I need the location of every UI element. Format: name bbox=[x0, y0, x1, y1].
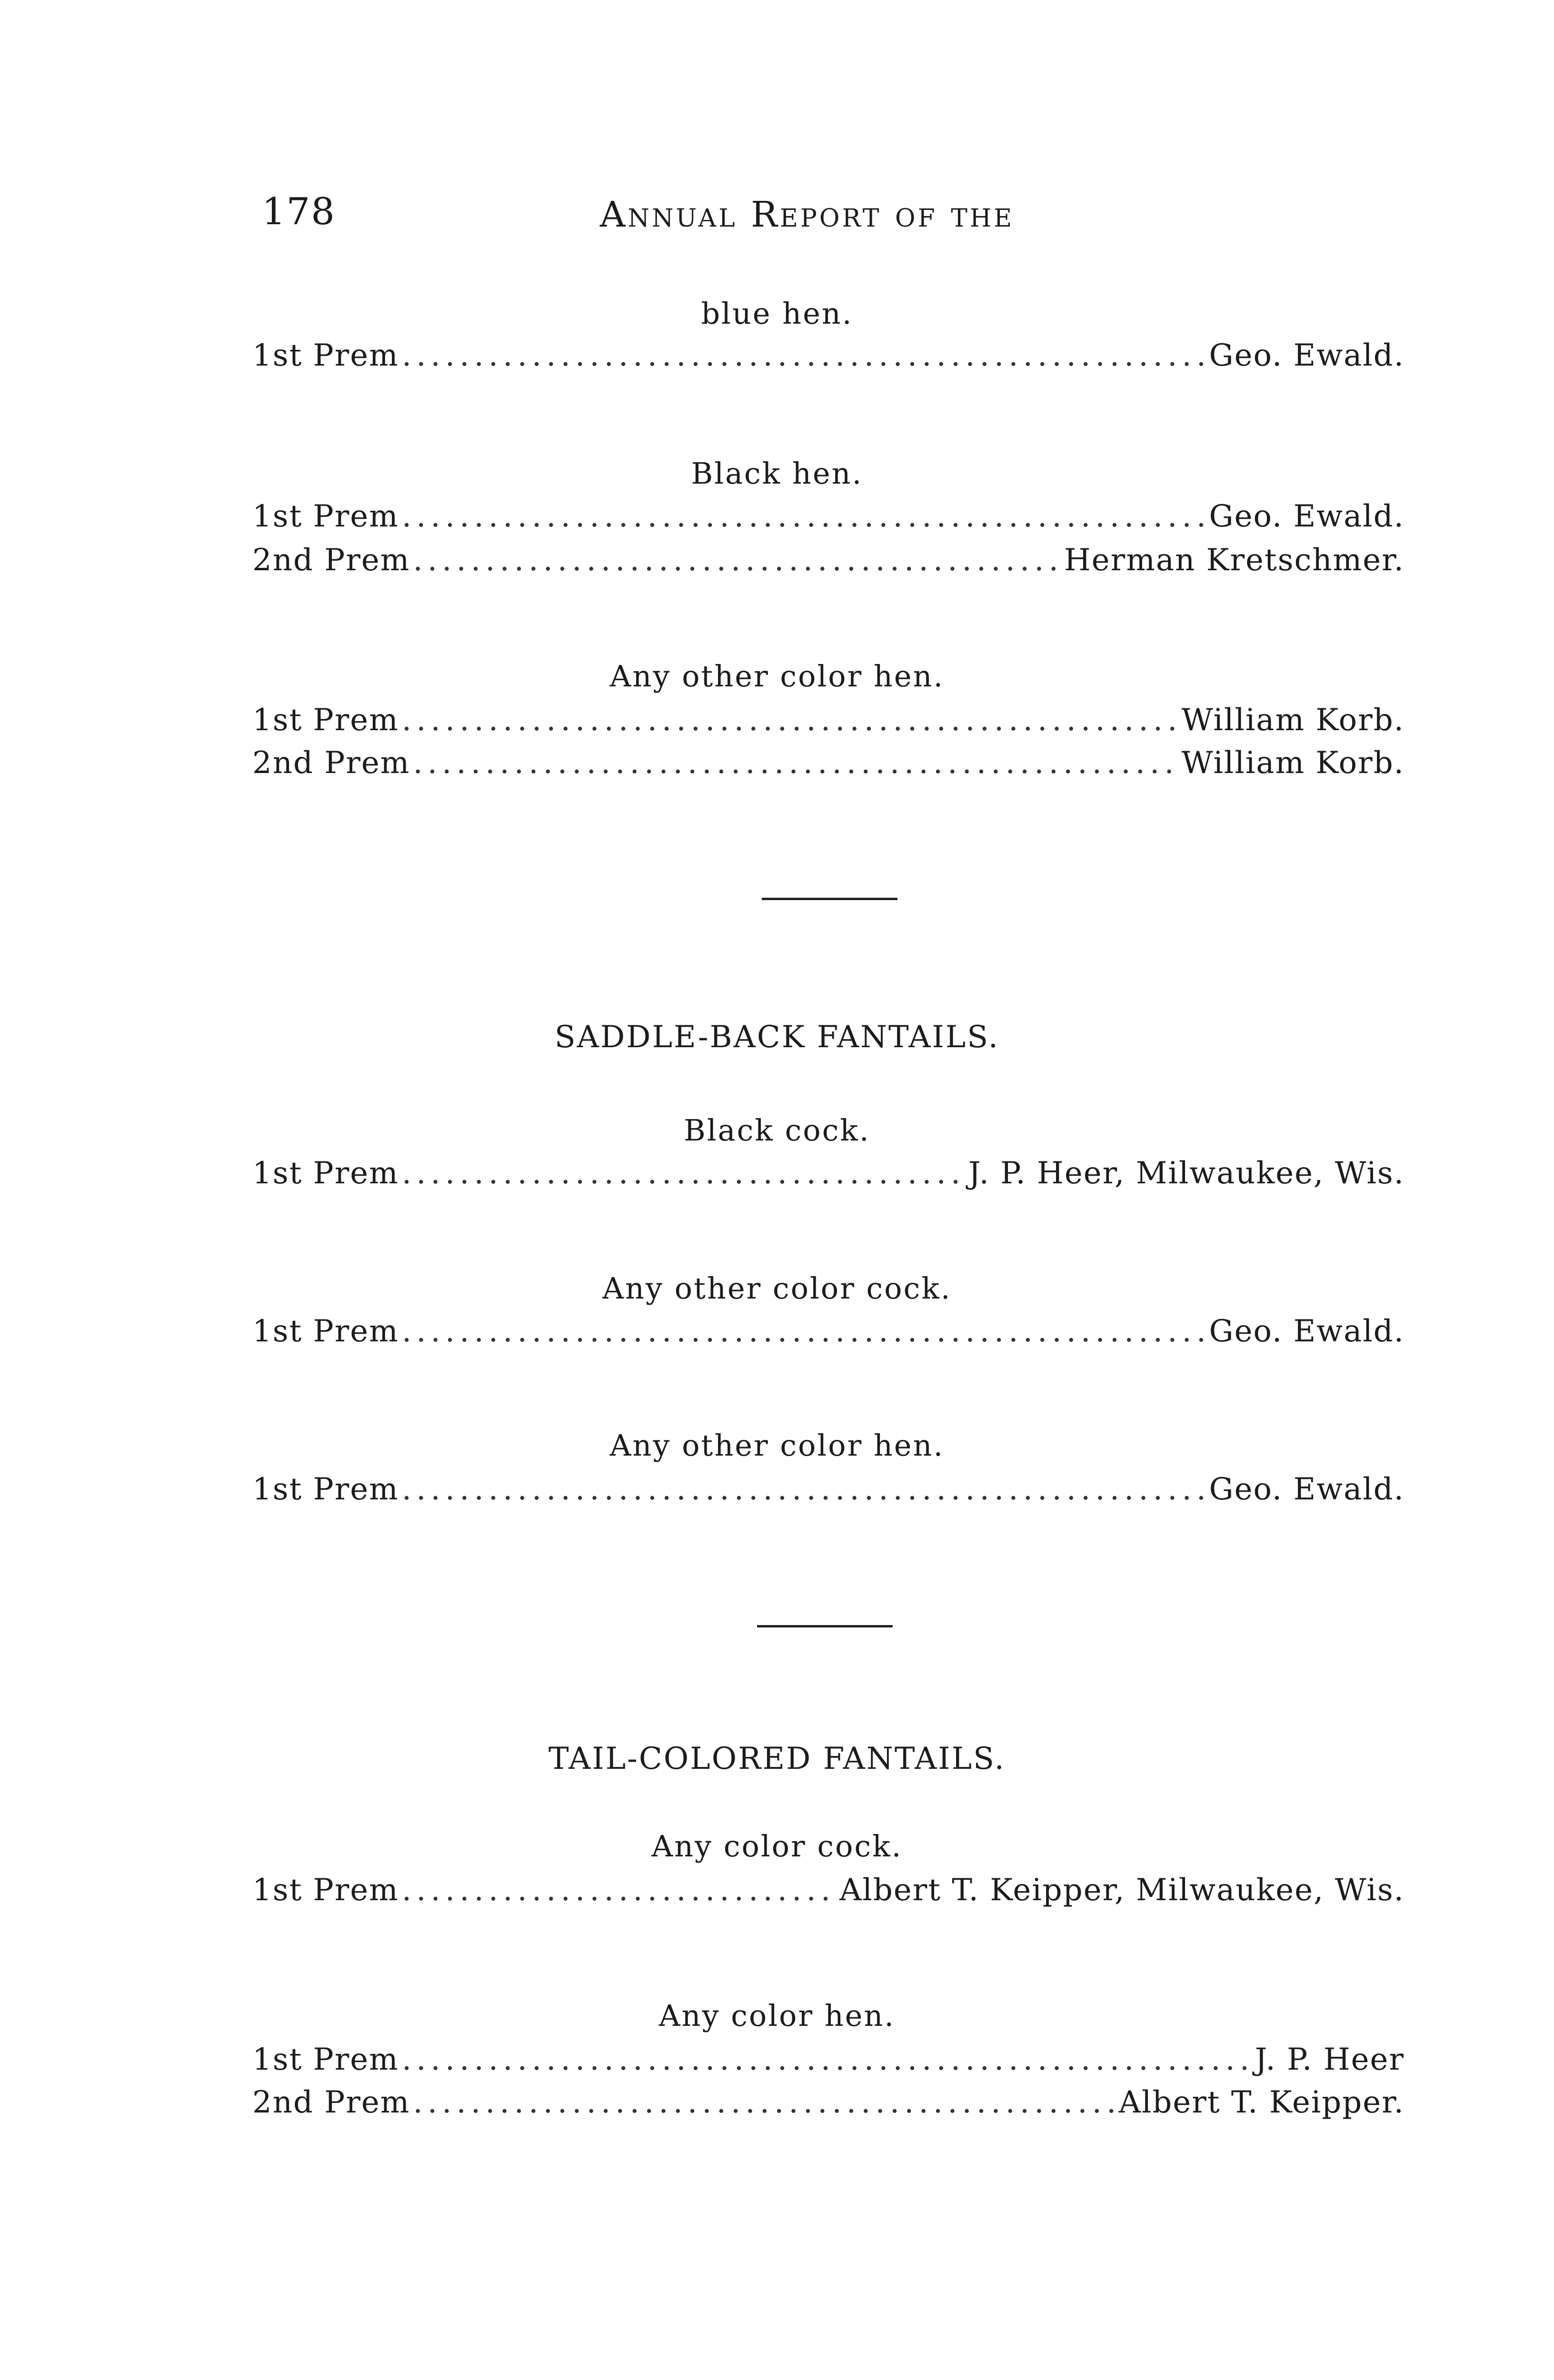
premium-rank: 1st Prem bbox=[252, 1156, 399, 1191]
premium-rank: 1st Prem bbox=[252, 1472, 399, 1507]
premium-entry bbox=[252, 745, 1405, 783]
winner-name: Geo. Ewald. bbox=[1209, 338, 1405, 373]
premium-rank: 2nd Prem bbox=[252, 2085, 410, 2120]
premium-entry bbox=[252, 2042, 1405, 2080]
subsection-heading-any-other-color-cock: Any other color cock. bbox=[602, 1271, 952, 1306]
section-divider bbox=[762, 898, 897, 900]
dot-leader bbox=[402, 1156, 966, 1191]
winner-name: Geo. Ewald. bbox=[1209, 499, 1405, 534]
premium-entry bbox=[252, 703, 1405, 741]
premium-rank: 1st Prem bbox=[252, 338, 399, 373]
premium-entry bbox=[252, 2085, 1405, 2123]
dot-leader bbox=[402, 338, 1206, 373]
subsection-heading-black-hen: Black hen. bbox=[691, 456, 863, 491]
dot-leader bbox=[402, 499, 1206, 534]
premium-entry bbox=[252, 338, 1405, 376]
section-title-saddle-back-fantails: SADDLE-BACK FANTAILS. bbox=[554, 1020, 1000, 1055]
subsection-heading-black-cock: Black cock. bbox=[684, 1113, 870, 1148]
winner-name: Albert T. Keipper. bbox=[1118, 2085, 1405, 2120]
premium-rank: 1st Prem bbox=[252, 2042, 399, 2077]
premium-rank: 2nd Prem bbox=[252, 543, 410, 578]
section-title-tail-colored-fantails: TAIL-COLORED FANTAILS. bbox=[548, 1741, 1006, 1776]
section-divider bbox=[757, 1625, 893, 1627]
page-header bbox=[257, 190, 1400, 243]
premium-rank: 1st Prem bbox=[252, 1314, 399, 1349]
premium-entry bbox=[252, 1873, 1405, 1911]
premium-rank: 1st Prem bbox=[252, 703, 399, 738]
winner-name: Geo. Ewald. bbox=[1209, 1472, 1405, 1507]
winner-name: William Korb. bbox=[1181, 703, 1405, 738]
winner-name: J. P. Heer, Milwaukee, Wis. bbox=[968, 1156, 1405, 1191]
subsection-heading-any-color-cock: Any color cock. bbox=[651, 1829, 903, 1864]
dot-leader bbox=[413, 543, 1061, 578]
dot-leader bbox=[413, 745, 1178, 781]
subsection-heading-any-other-color-hen: Any other color hen. bbox=[609, 659, 945, 694]
dot-leader bbox=[402, 1472, 1206, 1507]
subsection-heading-any-color-hen: Any color hen. bbox=[658, 1998, 896, 2033]
page-number: 178 bbox=[262, 190, 336, 233]
premium-rank: 1st Prem bbox=[252, 1873, 399, 1908]
premium-entry bbox=[252, 543, 1405, 581]
premium-entry bbox=[252, 499, 1405, 537]
premium-entry bbox=[252, 1472, 1405, 1510]
premium-entry bbox=[252, 1314, 1405, 1352]
premium-entry bbox=[252, 1156, 1405, 1194]
premium-rank: 1st Prem bbox=[252, 499, 399, 534]
winner-name: Herman Kretschmer. bbox=[1064, 543, 1405, 578]
dot-leader bbox=[402, 1314, 1206, 1349]
subsection-heading-blue-hen: blue hen. bbox=[701, 296, 853, 331]
winner-name: J. P. Heer bbox=[1255, 2042, 1405, 2077]
subsection-heading-any-other-color-hen: Any other color hen. bbox=[609, 1428, 945, 1463]
dot-leader bbox=[413, 2085, 1116, 2120]
winner-name: Albert T. Keipper, Milwaukee, Wis. bbox=[839, 1873, 1405, 1908]
premium-rank: 2nd Prem bbox=[252, 745, 410, 781]
winner-name: William Korb. bbox=[1181, 745, 1405, 781]
dot-leader bbox=[402, 1873, 837, 1908]
winner-name: Geo. Ewald. bbox=[1209, 1314, 1405, 1349]
dot-leader bbox=[402, 2042, 1252, 2077]
running-title: Annual Report of the bbox=[600, 194, 1015, 235]
dot-leader bbox=[402, 703, 1179, 738]
